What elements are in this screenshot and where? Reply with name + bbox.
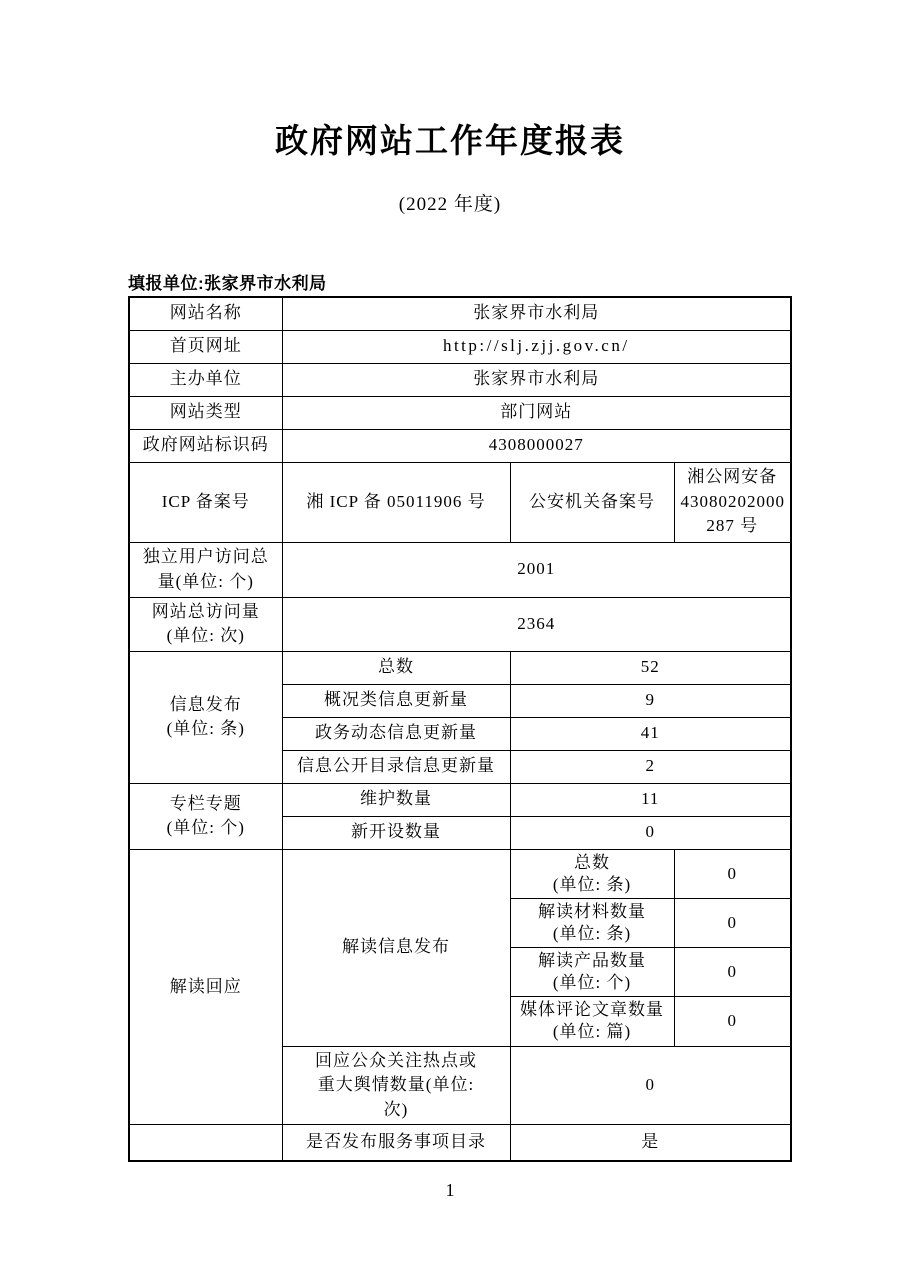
- interpretation-media-label: 媒体评论文章数量 (单位: 篇): [510, 997, 674, 1046]
- organizer-label: 主办单位: [129, 363, 282, 396]
- table-row: [129, 330, 791, 363]
- info-dynamics-label: 政务动态信息更新量: [282, 717, 510, 750]
- interpretation-product-value: 0: [674, 948, 791, 997]
- columns-new-label: 新开设数量: [282, 816, 510, 849]
- total-visits-label: 网站总访问量 (单位: 次): [129, 597, 282, 651]
- interpretation-product-label: 解读产品数量 (单位: 个): [510, 948, 674, 997]
- homepage-url-value: http://slj.zjj.gov.cn/: [282, 330, 791, 363]
- unique-visitors-value: 2001: [282, 542, 791, 597]
- report-year: (2022 年度): [398, 194, 502, 215]
- columns-new-value: 0: [510, 816, 791, 849]
- page-number: 1: [445, 1179, 455, 1200]
- site-name-label: 网站名称: [129, 297, 282, 330]
- site-type-value: 部门网站: [282, 396, 791, 429]
- police-record-label: 公安机关备案号: [510, 462, 674, 542]
- hotspot-response-label: 回应公众关注热点或 重大舆情数量(单位: 次): [282, 1046, 510, 1125]
- unique-visitors-label: 独立用户访问总 量(单位: 个): [129, 542, 282, 597]
- info-total-label: 总数: [282, 651, 510, 684]
- info-total-value: 52: [510, 651, 791, 684]
- info-directory-label: 信息公开目录信息更新量: [282, 750, 510, 783]
- table-row: [129, 363, 791, 396]
- info-dynamics-value: 41: [510, 717, 791, 750]
- table-row: [129, 783, 791, 816]
- table-row: [129, 849, 791, 898]
- info-publish-group-label: 信息发布 (单位: 条): [129, 651, 282, 783]
- table-row: [129, 1125, 791, 1161]
- police-record-value: 湘公网安备 43080202000 287 号: [674, 462, 791, 542]
- columns-topics-group-label: 专栏专题 (单位: 个): [129, 783, 282, 849]
- site-name-value: 张家界市水利局: [282, 297, 791, 330]
- page-title: 政府网站工作年度报表: [275, 122, 625, 159]
- service-directory-label: 是否发布服务事项目录: [282, 1125, 510, 1161]
- homepage-label: 首页网址: [129, 330, 282, 363]
- table-row: [129, 542, 791, 597]
- table-row: [129, 462, 791, 542]
- interpretation-total-value: 0: [674, 849, 791, 898]
- interpretation-material-label: 解读材料数量 (单位: 条): [510, 898, 674, 947]
- table-row: [129, 297, 791, 330]
- empty-cell: [129, 1125, 282, 1161]
- columns-maintained-label: 维护数量: [282, 783, 510, 816]
- table-row: [129, 429, 791, 462]
- table-row: [129, 597, 791, 651]
- info-directory-value: 2: [510, 750, 791, 783]
- interpretation-total-label: 总数 (单位: 条): [510, 849, 674, 898]
- reporting-unit: 填报单位:张家界市水利局: [128, 274, 327, 293]
- annual-report-table: [128, 296, 792, 1162]
- site-type-label: 网站类型: [129, 396, 282, 429]
- icp-value: 湘 ICP 备 05011906 号: [282, 462, 510, 542]
- site-code-label: 政府网站标识码: [129, 429, 282, 462]
- info-overview-value: 9: [510, 684, 791, 717]
- icp-label: ICP 备案号: [129, 462, 282, 542]
- site-code-value: 4308000027: [282, 429, 791, 462]
- hotspot-response-value: 0: [510, 1046, 791, 1125]
- info-overview-label: 概况类信息更新量: [282, 684, 510, 717]
- interpretation-publish-label: 解读信息发布: [282, 849, 510, 1046]
- service-directory-value: 是: [510, 1125, 791, 1161]
- table-row: [129, 396, 791, 429]
- organizer-value: 张家界市水利局: [282, 363, 791, 396]
- interpretation-media-value: 0: [674, 997, 791, 1046]
- total-visits-value: 2364: [282, 597, 791, 651]
- table-row: [129, 651, 791, 684]
- columns-maintained-value: 11: [510, 783, 791, 816]
- interpretation-group-label: 解读回应: [129, 849, 282, 1125]
- interpretation-material-value: 0: [674, 898, 791, 947]
